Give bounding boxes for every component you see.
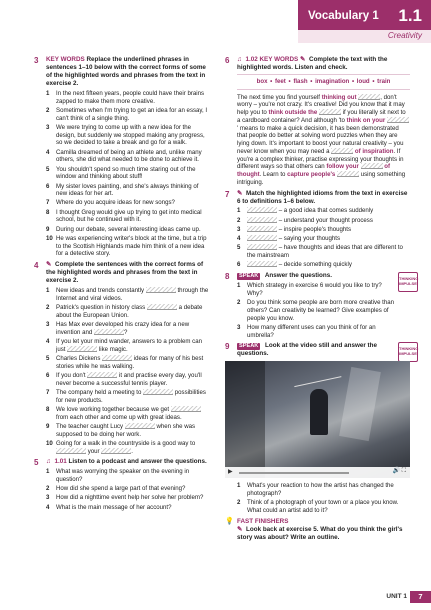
- exercise-number: 3: [34, 56, 39, 65]
- exercise-8: [225, 272, 419, 339]
- list-item: 2 Think of a photograph of your town or a place you know. What could an artist add to it?: [237, 499, 399, 515]
- key-words-tag: KEY WORDS: [46, 56, 85, 63]
- headphones-icon[interactable]: ♫: [237, 56, 242, 63]
- section-subtitle: Creativity: [387, 31, 422, 40]
- exercise-instruction: SPEAK Answer the questions.: [239, 272, 332, 280]
- exercise-number: 8: [225, 272, 230, 282]
- answer-gap[interactable]: [358, 94, 380, 100]
- list-item: 9 During our debate, several interesting ideas came up.: [46, 225, 201, 233]
- fast-finishers-title: FAST FINISHERS: [237, 517, 289, 525]
- track-number: 1.02: [245, 56, 258, 63]
- video-control-bar: [225, 467, 410, 478]
- page-header: [298, 0, 431, 30]
- gapped-text: The next time you find yourself thinking out , don't worry – you're not crazy. It's creative! Did you know that it may help you to think outside the if you literally sit next to a cardboard container? And although 'to think on your ' means to make a quick decision, it has been demonstrated that people do better at solving word puzzles when they are lying down. It's important to boost your natural creativity – you never know when you may need a of inspiration. If you're a complex thinker, practise expressing your thoughts in different ways so that others can follow your of thought. Learn to capture people's using something intriguing.: [237, 94, 410, 187]
- list-item: 3 We were trying to come up with a new idea for the design, but suddenly we stopped making any progress, so we decided to take a break and go for a walk.: [46, 123, 205, 147]
- list-item: 10 Going for a walk in the countryside is a good way to your .: [46, 439, 196, 455]
- list-item: 2 Patrick's question in history class a debate about the European Union.: [46, 304, 203, 319]
- exercise-4-items: [46, 287, 210, 455]
- pencil-icon: ✎: [299, 56, 306, 63]
- list-item: 8 I thought Greg would give up trying to get into medical school, but he continued with it.: [46, 208, 202, 224]
- list-item: 1 What's your reaction to how the artist has changed the photograph?: [237, 482, 394, 498]
- answer-gap[interactable]: [247, 226, 277, 232]
- speak-tag: SPEAK: [239, 343, 259, 350]
- exercise-number: 5: [34, 458, 39, 468]
- list-item: 10 He was experiencing writer's block at the time, but a trip to the Scottish Highlands made him think of a new idea for a detective story.: [46, 234, 207, 258]
- fast-finishers-text: ✎ Look back at exercise 5. What do you think the girl's story was about? Write an outline.: [237, 525, 403, 541]
- play-icon[interactable]: ▶: [228, 469, 233, 476]
- pencil-icon: ✎: [237, 189, 243, 197]
- answer-gap[interactable]: [67, 346, 97, 352]
- answer-gap[interactable]: [247, 244, 277, 250]
- lightbulb-icon: 💡: [225, 517, 234, 525]
- answer-gap[interactable]: [125, 423, 155, 429]
- list-item: 2 Sometimes when I'm trying to get an idea for an essay, I can't think of a single thing.: [46, 106, 208, 122]
- answer-gap[interactable]: [247, 207, 277, 213]
- answer-gap[interactable]: [319, 109, 341, 115]
- key-words-tag: KEY WORDS: [259, 56, 299, 63]
- exercise-number: 4: [34, 261, 39, 271]
- list-item: 7 Where do you acquire ideas for new songs?: [46, 199, 175, 207]
- answer-gap[interactable]: [247, 235, 277, 241]
- headphones-icon[interactable]: ♫: [46, 458, 51, 466]
- video-still[interactable]: [225, 361, 410, 478]
- list-item: 9 The teacher caught Lucy when she was supposed to be doing her work.: [46, 422, 196, 438]
- answer-gap[interactable]: [56, 448, 86, 454]
- list-item: 3 How many different uses can you think of for an umbrella?: [237, 323, 376, 339]
- exercise-instruction: ✎ Complete the sentences with the correct forms of the highlighted words and phrases from the text in exercise 2.: [46, 261, 204, 285]
- left-column: [34, 56, 210, 514]
- answer-gap[interactable]: [94, 329, 124, 335]
- video-controls-icons[interactable]: 🔊 ⛶: [392, 468, 406, 475]
- unit-label: UNIT 1: [386, 593, 407, 600]
- exercise-8-items: [237, 282, 410, 339]
- right-column: [225, 56, 419, 545]
- figure-silhouette: [310, 389, 328, 435]
- speak-tag: SPEAK: [239, 273, 259, 280]
- answer-gap[interactable]: [361, 163, 383, 169]
- answer-gap[interactable]: [87, 372, 117, 378]
- exercise-3-items: [46, 90, 210, 258]
- list-item: 2 – understand your thought process: [237, 216, 373, 224]
- list-item: 1 What was worrying the speaker on the evening in question?: [46, 468, 190, 483]
- list-item: 5 Charles Dickens ideas for many of his best stories while he was walking.: [46, 354, 204, 370]
- answer-gap[interactable]: [146, 287, 176, 293]
- answer-gap[interactable]: [102, 355, 132, 361]
- answer-gap[interactable]: [331, 148, 353, 154]
- list-item: 3 – inspire people's thoughts: [237, 225, 352, 233]
- list-item: 4 If you let your mind wander, answers to a problem can just like magic.: [46, 337, 202, 353]
- list-item: 1 – a good idea that comes suddenly: [237, 207, 374, 215]
- exercise-7: [225, 190, 410, 270]
- list-item: 1 Which strategy in exercise 6 would you like to try? Why?: [237, 282, 382, 297]
- answer-gap[interactable]: [147, 304, 177, 310]
- answer-gap[interactable]: [337, 171, 359, 177]
- list-item: 3 Has Max ever developed his crazy idea for a new invention and ?: [46, 321, 190, 336]
- thinking-impulse-badge: THINKING IMPULSE: [398, 342, 418, 362]
- page-number: 7: [410, 591, 431, 603]
- exercise-instruction: SPEAK Look at the video still and answer the questions.: [237, 342, 377, 358]
- fast-finishers: [225, 518, 410, 542]
- exercise-instruction: KEY WORDS Replace the underlined phrases in sentences 1–10 below with the correct forms of some of the highlighted words and phrases from the text in exercise 2.: [46, 56, 206, 87]
- exercise-number: 9: [225, 342, 230, 352]
- list-item: 1 In the next fifteen years, people could have their brains zapped to make them more creative.: [46, 89, 205, 105]
- list-item: 4 Camilla dreamed of being an athlete and, unlike many others, she did what needed to be done to achieve it.: [46, 148, 202, 164]
- exercise-instruction: ♫ 1.02 KEY WORDS ✎ Complete the text with the highlighted words. Listen and check.: [237, 56, 388, 71]
- list-item: 6 If you don't it and practise every day, you'll never become a successful tennis player.: [46, 371, 202, 387]
- exercise-9: [225, 342, 419, 515]
- list-item: 4 What is the main message of her account?: [46, 503, 172, 511]
- exercise-6: [225, 56, 410, 187]
- section-subheader: [298, 30, 431, 43]
- exercise-number: 7: [225, 189, 230, 199]
- exercise-7-items: [237, 207, 410, 269]
- word-box: box • feet • flash • imagination • loud • train: [237, 74, 410, 90]
- list-item: 7 The company held a meeting to possibilities for new products.: [46, 388, 206, 404]
- pencil-icon: ✎: [237, 525, 243, 533]
- video-progress-track[interactable]: [239, 472, 349, 474]
- list-item: 6 My sister loves painting, and she's always thinking of new ideas for her art.: [46, 182, 199, 198]
- exercise-3: [34, 56, 210, 258]
- answer-gap[interactable]: [387, 117, 409, 123]
- answer-gap[interactable]: [247, 217, 277, 223]
- page-footer: [359, 591, 431, 603]
- list-item: 5 You shouldn't spend so much time staring out of the window and thinking about stuff!: [46, 165, 196, 181]
- list-item: 8 We love working together because we get from each other and come up with great ideas.: [46, 406, 210, 421]
- section-number: 1.1: [398, 6, 422, 25]
- exercise-number: 6: [225, 56, 230, 65]
- answer-gap[interactable]: [101, 448, 131, 454]
- exercise-5: [34, 458, 210, 511]
- section-title: Vocabulary 1: [308, 10, 379, 22]
- list-item: 4 – saying your thoughts: [237, 235, 341, 243]
- answer-gap[interactable]: [171, 406, 201, 412]
- exercise-5-items: [46, 468, 210, 511]
- list-item: 2 How did she spend a large part of that evening?: [46, 485, 186, 493]
- exercise-4: [34, 261, 210, 455]
- list-item: 5 – have thoughts and ideas that are different to the mainstream: [237, 244, 403, 260]
- exercise-instruction: ✎ Match the highlighted idioms from the text in exercise 6 to definitions 1–6 below.: [237, 189, 408, 205]
- list-item: 1 New ideas and trends constantly through the Internet and viral videos.: [46, 287, 209, 302]
- exercise-9-items: [237, 482, 410, 514]
- answer-gap[interactable]: [247, 261, 277, 267]
- track-number: 1.01: [54, 458, 67, 466]
- list-item: 3 How did a nighttime event help her solve her problem?: [46, 494, 204, 502]
- exercise-instruction: ♫ 1.01 Listen to a podcast and answer the questions.: [46, 458, 207, 466]
- thinking-impulse-badge: THINKING IMPULSE: [398, 272, 418, 292]
- list-item: 2 Do you think some people are born more creative than others? Can creativity be learned? Give examples of people you know.: [237, 299, 395, 322]
- answer-gap[interactable]: [143, 389, 173, 395]
- pencil-icon: ✎: [46, 261, 52, 269]
- list-item: 6 – decide something quickly: [237, 261, 352, 269]
